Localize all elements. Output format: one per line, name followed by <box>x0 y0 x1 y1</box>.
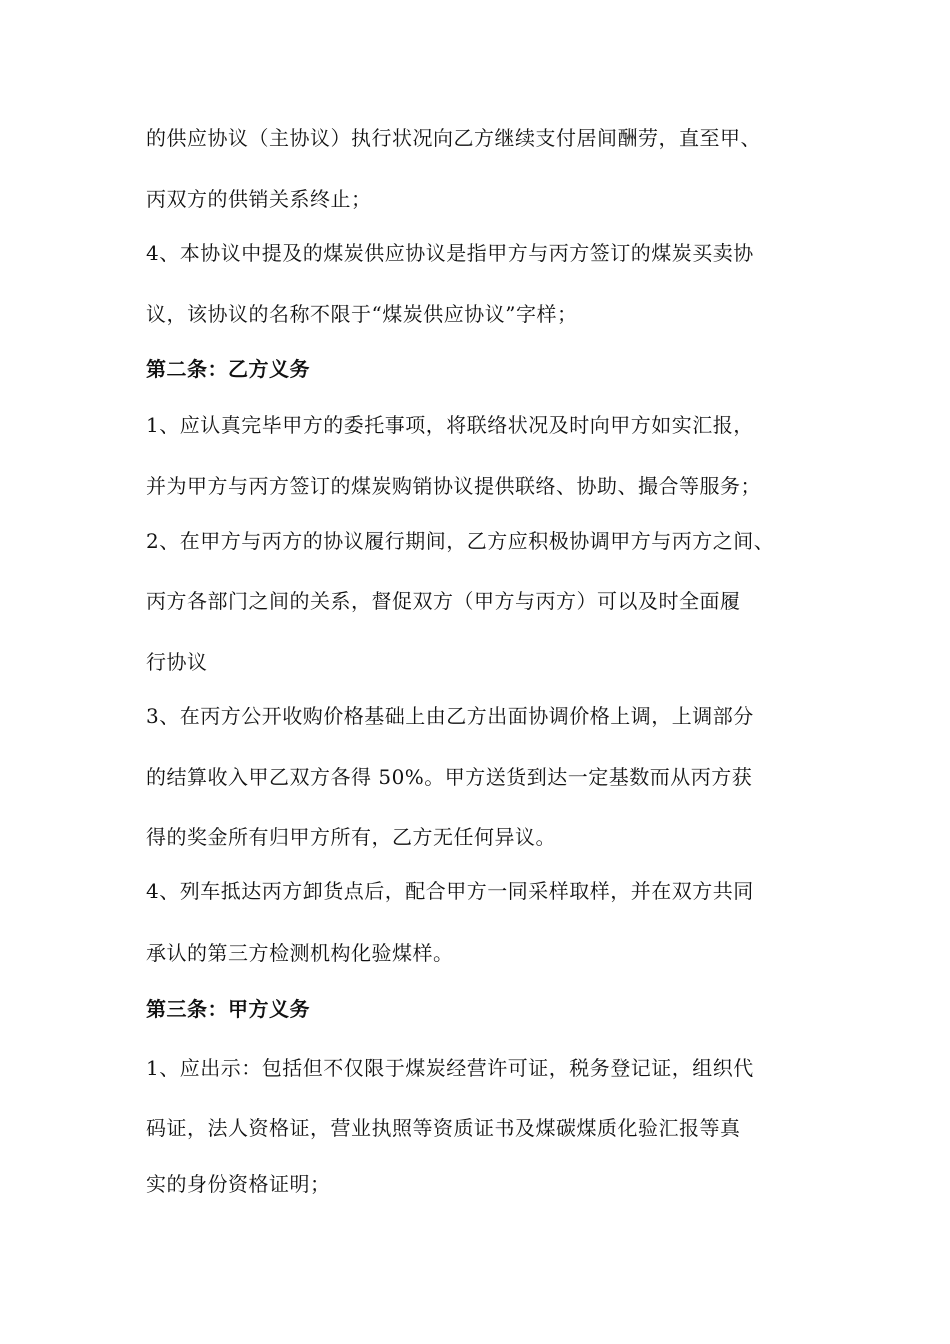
paragraph-line-1: 的供应协议（主协议）执行状况向乙方继续支付居间酬劳，直至甲、 <box>146 126 761 150</box>
paragraph-line-13: 得的奖金所有归甲方所有，乙方无任何异议。 <box>146 825 556 849</box>
paragraph-line-15: 承认的第三方检测机构化验煤样。 <box>146 941 454 965</box>
paragraph-line-11: 3、在丙方公开收购价格基础上由乙方出面协调价格上调，上调部分 <box>146 704 754 728</box>
section-heading-article-2: 第二条：乙方义务 <box>146 357 310 381</box>
paragraph-line-7: 并为甲方与丙方签订的煤炭购销协议提供联络、协助、撮合等服务； <box>146 474 761 498</box>
paragraph-line-2: 丙双方的供销关系终止； <box>146 187 372 211</box>
paragraph-line-19: 实的身份资格证明； <box>146 1172 331 1196</box>
paragraph-line-4: 议，该协议的名称不限于“煤炭供应协议”字样； <box>146 302 578 326</box>
paragraph-line-14: 4、列车抵达丙方卸货点后，配合甲方一同采样取样，并在双方共同 <box>146 879 754 903</box>
paragraph-line-8: 2、在甲方与丙方的协议履行期间，乙方应积极协调甲方与丙方之间、 <box>146 529 775 553</box>
paragraph-line-9: 丙方各部门之间的关系，督促双方（甲方与丙方）可以及时全面履 <box>146 589 741 613</box>
paragraph-line-17: 1、应出示：包括但不仅限于煤炭经营许可证，税务登记证，组织代 <box>146 1056 754 1080</box>
paragraph-line-3: 4、本协议中提及的煤炭供应协议是指甲方与丙方签订的煤炭买卖协 <box>146 241 754 265</box>
paragraph-line-10: 行协议 <box>146 650 208 674</box>
paragraph-line-18: 码证，法人资格证，营业执照等资质证书及煤碳煤质化验汇报等真 <box>146 1116 741 1140</box>
paragraph-line-6: 1、应认真完毕甲方的委托事项，将联络状况及时向甲方如实汇报， <box>146 413 754 437</box>
section-heading-article-3: 第三条：甲方义务 <box>146 997 310 1021</box>
paragraph-line-12: 的结算收入甲乙双方各得 50%。甲方送货到达一定基数而从丙方获 <box>146 765 753 789</box>
